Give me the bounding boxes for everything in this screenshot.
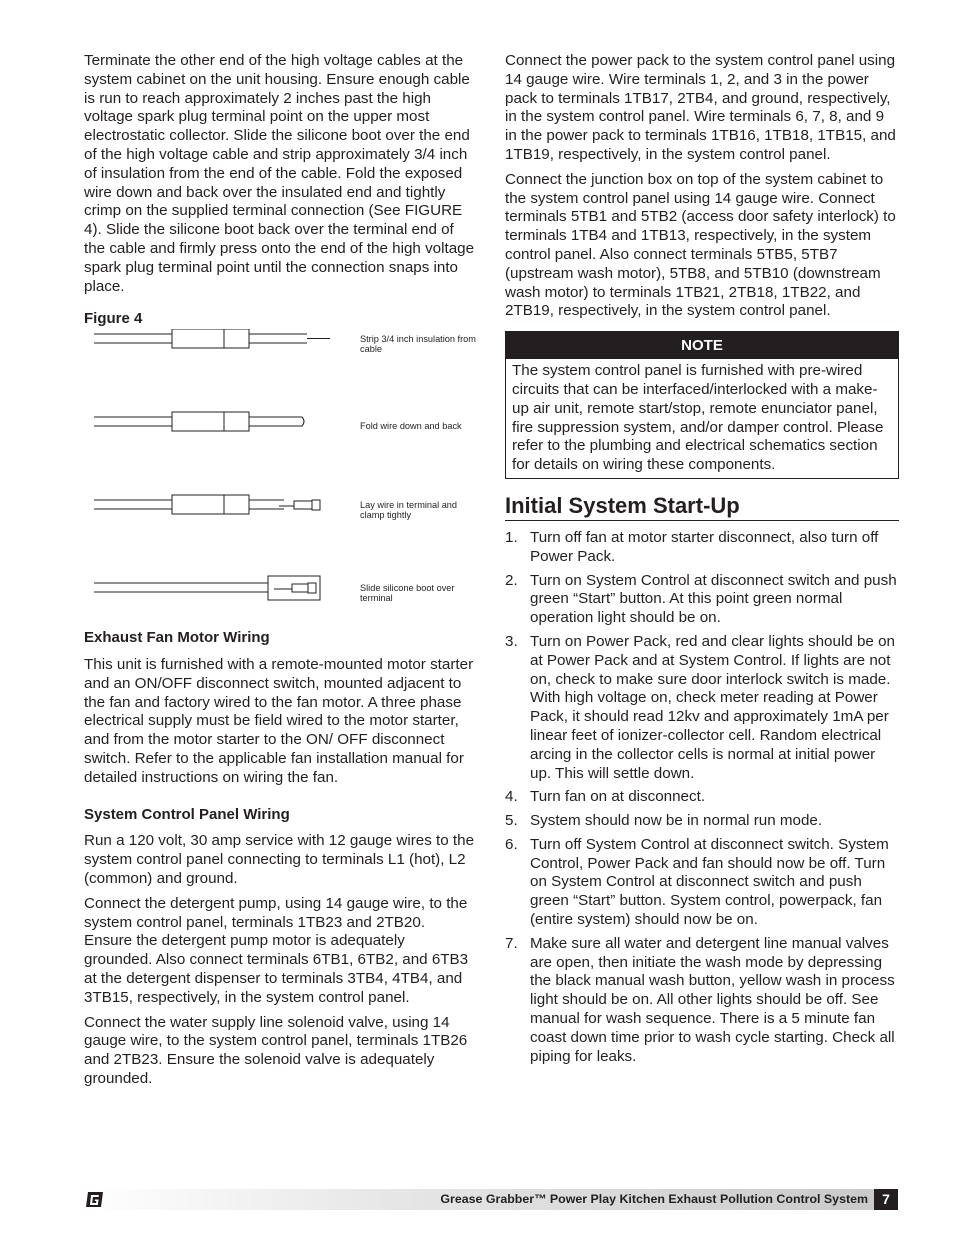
step-3-cable xyxy=(94,495,320,514)
cable-steps-illustration xyxy=(84,329,364,629)
step-text: Make sure all water and detergent line manual valves are open, then initiate the wash mode by depressing the black manual wash button, yellow wash in process light should be on. All other lights should be off. See manual for wash sequence. There is a 5 minute fan coast down time prior to wash cycle starting. Check all piping for leaks. xyxy=(530,934,895,1065)
exhaust-fan-heading: Exhaust Fan Motor Wiring xyxy=(84,629,270,647)
figure-caption-strip: Strip 3/4 inch insulation from cable xyxy=(360,334,476,355)
figure-caption-boot: Slide silicone boot over terminal xyxy=(360,583,455,604)
power-pack-paragraph: Connect the power pack to the system control panel using 14 gauge wire. Wire terminals 1, 2, and 3 in the power pack to terminals 1TB17, 2TB4, and ground, respectively, in the system control panel. Wire terminals 6, 7, 8, and 9 in the power pack to terminals 1TB16, 1TB18, 1TB15, and 1TB19, respectively, in the system control panel. xyxy=(505,52,896,163)
step-text: Turn on Power Pack, red and clear lights should be on at Power Pack and at System Control. If lights are not on, check to make sure door interlock switch is made. With high voltage on, check meter reading at Power Pack, it should read 12kv and approximately 1mA per linear feet of ionizer-collector cell. Random electrical arcing in the collector cells is normal at initial power up. This will settle down. xyxy=(530,632,895,782)
note-body: The system control panel is furnished with pre-wired circuits that can be interfaced/interlocked with a make-up air unit, remote start/stop, remote enunciator panel, fire suppression system, and/or damper control. Please refer to the plumbing and electrical schematics section for details on wiring these components. xyxy=(512,362,884,474)
list-item xyxy=(505,812,899,831)
greenheck-g-logo-icon xyxy=(84,1189,106,1210)
step-number: 4. xyxy=(505,788,518,806)
footer-title: Grease Grabber™ Power Play Kitchen Exhaust Pollution Control System xyxy=(440,1192,868,1206)
step-text: Turn on System Control at disconnect switch and push green “Start” button. At this point green normal operation light should be on. xyxy=(530,571,897,627)
list-item xyxy=(505,572,899,628)
figure-label: Figure 4 xyxy=(84,310,143,328)
step-text: Turn off fan at motor starter disconnect, also turn off Power Pack. xyxy=(530,528,879,565)
left-column xyxy=(84,52,476,1095)
step-text: System should now be in normal run mode. xyxy=(530,812,823,830)
page-number: 7 xyxy=(874,1189,898,1210)
step-2-cable xyxy=(94,412,304,431)
figure-caption-fold: Fold wire down and back xyxy=(360,421,462,432)
right-column xyxy=(505,52,899,1071)
list-item xyxy=(505,836,899,930)
list-item xyxy=(505,529,899,567)
step-number: 7. xyxy=(505,934,518,952)
step-number: 2. xyxy=(505,571,518,589)
step-number: 5. xyxy=(505,812,518,830)
system-control-heading: System Control Panel Wiring xyxy=(84,805,290,823)
intro-paragraph: Terminate the other end of the high voltage cables at the system cabinet on the unit housing. Ensure enough cable is run to reach approximately 2 inches past the high voltage spark plug terminal point on the upper most electrostatic collector. Slide the silicone boot over the end of the high voltage cable and strip approximately 3/4 inch of insulation from the end of the cable. Fold the exposed wire down and back over the insulated end and tightly crimp on the supplied terminal connection (See FIGURE 4). Slide the silicone boot back over the terminal end of the cable and firmly press onto the end of the high voltage spark plug terminal point until the connection snaps into place. xyxy=(84,52,475,295)
exhaust-fan-paragraph: This unit is furnished with a remote-mounted motor starter and an ON/OFF disconnect switch, mounted adjacent to the fan and factory wired to the fan motor. A three phase electrical supply must be field wired to the motor starter, and from the motor starter to the ON/ OFF disconnect switch. Refer to the applicable fan installation manual for detailed instructions on wiring the fan. xyxy=(84,655,474,786)
system-control-paragraph: Run a 120 volt, 30 amp service with 12 gauge wires to the system control panel connecting to terminals L1 (hot), L2 (common) and ground. xyxy=(84,832,475,887)
page-footer xyxy=(84,1189,898,1210)
step-text: Turn off System Control at disconnect switch. System Control, Power Pack and fan should now be off. Turn on System Control at disconnect switch and push green “Start” button. System control, powerpack, fan (entire system) should now be on. xyxy=(530,835,889,929)
figure-4-diagram xyxy=(84,329,476,629)
step-4-cable xyxy=(94,576,320,600)
step-number: 3. xyxy=(505,632,518,650)
step-text: Turn fan on at disconnect. xyxy=(530,788,706,806)
list-item xyxy=(505,788,899,807)
list-item xyxy=(505,633,899,783)
step-1-cable xyxy=(94,329,330,348)
note-box xyxy=(505,331,899,479)
note-title: NOTE xyxy=(506,332,898,359)
step-number: 6. xyxy=(505,835,518,853)
startup-steps-list xyxy=(505,529,899,1067)
system-control-paragraph: Connect the water supply line solenoid valve, using 14 gauge wire, to the system control panel, terminals 1TB26 and 2TB23. Ensure the solenoid valve is adequately grounded. xyxy=(84,1013,468,1087)
figure-caption-terminal: Lay wire in terminal and clamp tightly xyxy=(360,500,458,521)
step-number: 1. xyxy=(505,528,518,546)
list-item xyxy=(505,935,899,1067)
junction-box-paragraph: Connect the junction box on top of the system cabinet to the system control panel using 14 gauge wire. Connect terminals 5TB1 and 5TB2 (access door safety interlock) to terminals 1TB4 and 1TB13, respectively, in the system control panel. Also connect terminals 5TB5, 5TB7 (upstream wash motor), 5TB8, and 5TB10 (downstream wash motor) to terminals 1TB21, 2TB18, 1TB22, and 2TB19, respectively, in the system control panel. xyxy=(505,170,896,320)
startup-heading: Initial System Start-Up xyxy=(505,493,899,521)
system-control-paragraph: Connect the detergent pump, using 14 gauge wire, to the system control panel, terminals 1TB23 and 2TB20. Ensure the detergent pump motor is adequately grounded. Also connect terminals 6TB1, 6TB2, and 6TB3 at the detergent dispenser to terminals 3TB4, 4TB4, and 3TB15, respectively, in the system control panel. xyxy=(84,894,469,1006)
